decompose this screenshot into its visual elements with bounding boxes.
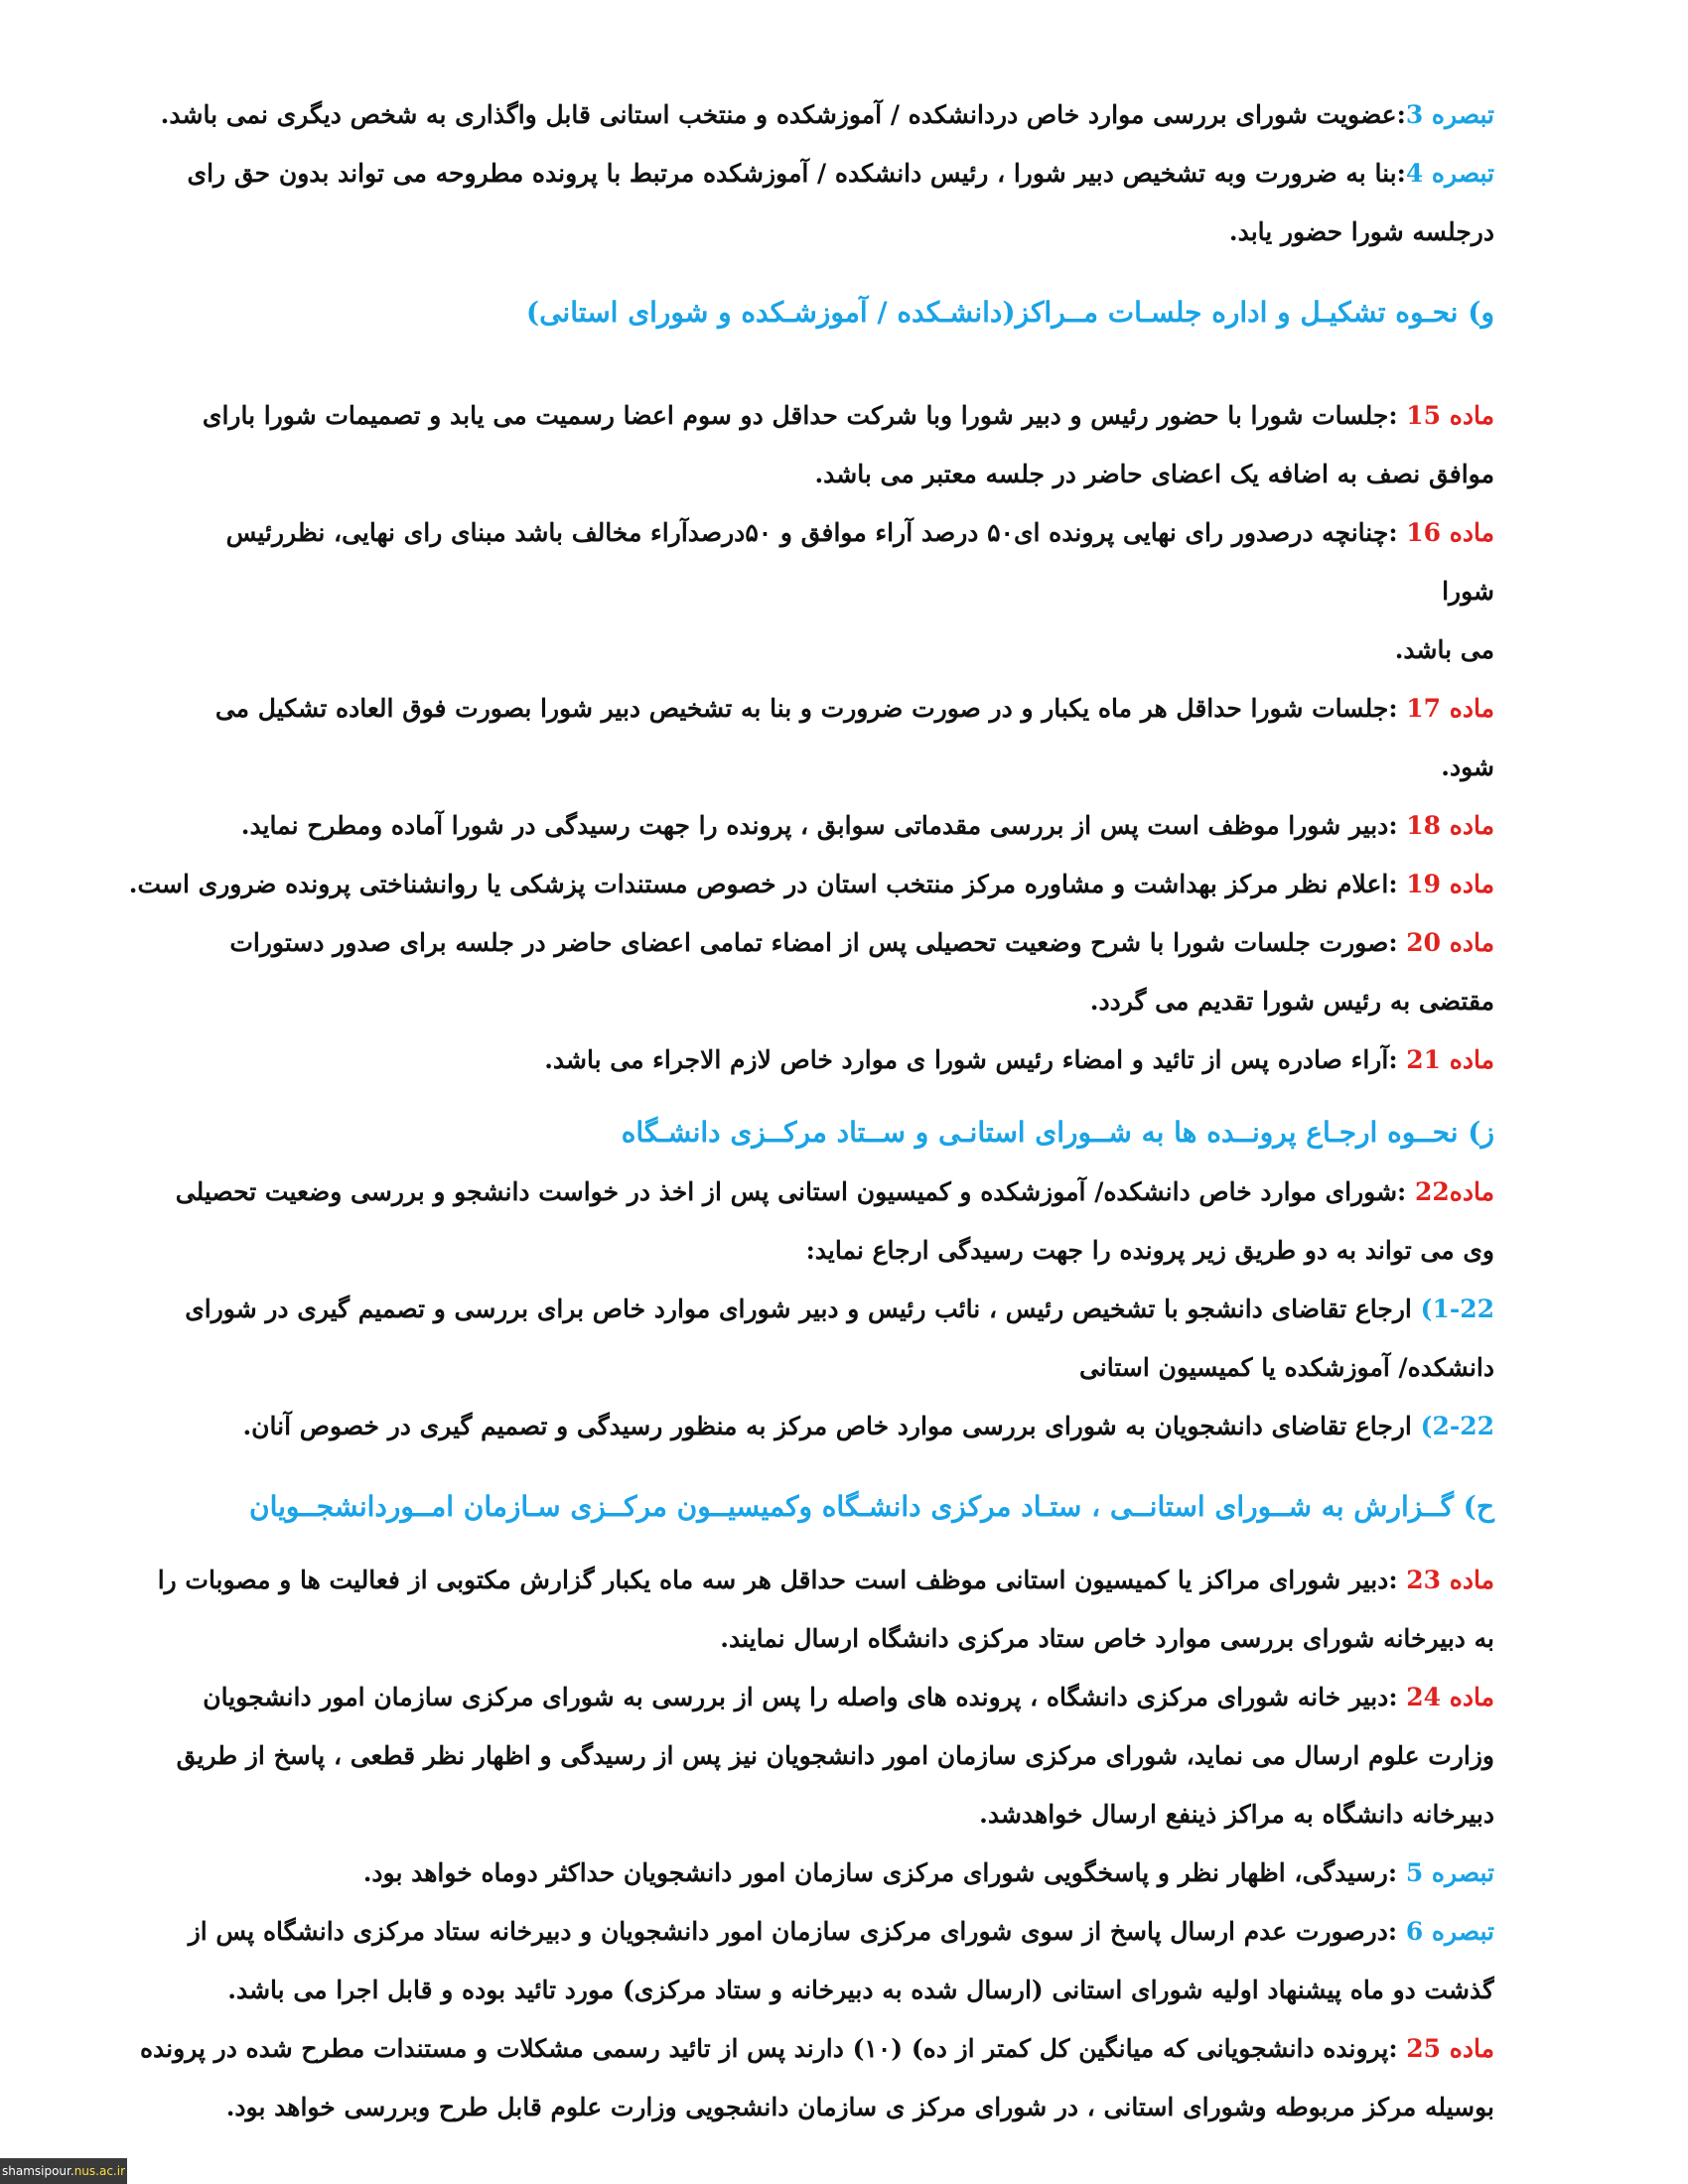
article-label: ماده 15	[1406, 401, 1494, 430]
line-text: شود.	[1441, 752, 1494, 781]
article-label: 2-22)	[1420, 1412, 1494, 1440]
line-text: مقتضی به رئیس شورا تقدیم می گردد.	[1089, 987, 1494, 1016]
article-label: ماده22	[1414, 1177, 1494, 1206]
line-text: بنا به ضرورت وبه تشخیص دبیر شورا ، رئیس دانشکده / آموزشکده مرتبط با پرونده مطروحه می تواند بدون حق رای	[187, 159, 1397, 188]
label-separator: :	[1388, 518, 1407, 547]
article-line	[124, 913, 1494, 972]
text-line	[124, 620, 1494, 679]
article-label: ماده 16	[1406, 518, 1494, 547]
label-separator: :	[1388, 928, 1407, 957]
article-line	[124, 1280, 1494, 1338]
text-line	[124, 1609, 1494, 1668]
line-text: آراء صادره پس از تائید و امضاء رئیس شورا ی موارد خاص لازم الاجراء می باشد.	[544, 1045, 1389, 1074]
article-label: ماده 25	[1406, 2034, 1494, 2063]
article-label: ماده 18	[1406, 811, 1494, 840]
line-text: دانشکده/ آموزشکده یا کمیسیون استانی	[1078, 1353, 1494, 1382]
label-separator: :	[1388, 870, 1407, 898]
line-text: ارجاع تقاضای دانشجویان به شورای بررسی موارد خاص مرکز به منظور رسیدگی و تصمیم گیری در خصوص آنان.	[242, 1412, 1412, 1440]
line-text: پرونده دانشجویانی که میانگین کل کمتر از ده) (۱۰) دارند پس از تائید رسمی مشکلات و مستندات مطرح شده در پرونده	[139, 2034, 1389, 2063]
article-label: تبصره 6	[1405, 1917, 1494, 1946]
label-separator: :	[1387, 1858, 1406, 1887]
text-line	[124, 1726, 1494, 1785]
label-separator: :	[1388, 811, 1407, 840]
footer-website-badge	[0, 2158, 127, 2184]
document-body	[124, 85, 1494, 2136]
label-separator: :	[1388, 1566, 1407, 1594]
text-line	[124, 1961, 1494, 2019]
line-text: به دبیرخانه شورای بررسی موارد خاص ستاد مرکزی دانشگاه ارسال نمایند.	[720, 1624, 1494, 1653]
line-text: بوسیله مرکز مربوطه وشورای استانی ، در شورای مرکز ی سازمان دانشجویی وزارت علوم قابل طرح وبررسی خواهد بود.	[225, 2093, 1494, 2121]
article-label: ماده 24	[1406, 1683, 1494, 1711]
text-line	[124, 203, 1494, 261]
line-text: جلسات شورا حداقل هر ماه یکبار و در صورت ضرورت و بنا به تشخیص دبیر شورا بصورت فوق العاده تشکیل می	[214, 694, 1389, 723]
article-line	[124, 1668, 1494, 1726]
article-label: تبصره 3	[1405, 100, 1494, 129]
article-line	[124, 1902, 1494, 1961]
article-line	[124, 85, 1494, 144]
line-text: می باشد.	[1394, 635, 1494, 664]
article-label: ماده 21	[1406, 1045, 1494, 1074]
line-text: اعلام نظر مرکز بهداشت و مشاوره مرکز منتخب استان در خصوص مستندات پزشکی یا روانشناختی پرونده ضروری است.	[128, 870, 1389, 898]
article-line	[124, 1843, 1494, 1902]
label-separator: :	[1387, 1917, 1406, 1946]
article-line	[124, 796, 1494, 855]
label-separator: :	[1388, 401, 1407, 430]
section-heading: ح) گــزارش به شــورای استانــی ، ستـاد مرکزی دانشـگاه وکمیسیــون مرکــزی سـازمان امــوردانشجــویان	[249, 1490, 1494, 1523]
article-line	[124, 144, 1494, 203]
line-text: عضویت شورای بررسی موارد خاص دردانشکده / آموزشکده و منتخب استانی قابل واگذاری به شخص دیگری نمی باشد.	[160, 100, 1397, 129]
label-separator: :	[1396, 100, 1406, 129]
line-text: وزارت علوم ارسال می نماید، شورای مرکزی سازمان امور دانشجویان نیز پس از رسیدگی و اظهار نظر قطعی ، پاسخ از طریق	[176, 1741, 1494, 1770]
article-label: تبصره 4	[1405, 159, 1494, 188]
line-text: رسیدگی، اظهار نظر و پاسخگویی شورای مرکزی سازمان امور دانشجویان حداکثر دوماه خواهد بود.	[362, 1858, 1388, 1887]
article-label: ماده 20	[1406, 928, 1494, 957]
article-label: ماده 23	[1406, 1566, 1494, 1594]
article-line	[124, 1551, 1494, 1609]
text-line	[124, 1338, 1494, 1397]
line-text: درجلسه شورا حضور یابد.	[1228, 217, 1494, 246]
line-text: موافق نصف به اضافه یک اعضای حاضر در جلسه معتبر می باشد.	[814, 460, 1494, 488]
line-text: وی می تواند به دو طریق زیر پرونده را جهت رسیدگی ارجاع نماید:	[805, 1236, 1494, 1265]
text-line	[124, 562, 1494, 620]
text-line	[124, 738, 1494, 796]
footer-prefix: shamsipour.	[1, 2164, 74, 2178]
section-heading: ز) نحــوه ارجـاع پرونــده ها به شــورای استانـی و ســتاد مرکــزی دانشـگاه	[621, 1116, 1494, 1149]
article-line	[124, 386, 1494, 445]
article-line	[124, 2019, 1494, 2078]
article-line	[124, 1030, 1494, 1089]
footer-highlight: nus.ac.ir	[73, 2164, 125, 2178]
label-separator	[1412, 1295, 1421, 1323]
label-separator: :	[1388, 694, 1407, 723]
line-text: دبیرخانه دانشگاه به مراکز ذینفع ارسال خواهدشد.	[979, 1800, 1494, 1829]
section-heading: و) نحـوه تشکیـل و اداره جلسـات مــراکز(دانشـکده / آموزشـکده و شورای استانی)	[525, 296, 1494, 329]
line-text: دبیر شورا موظف است پس از بررسی مقدماتی سوابق ، پرونده را جهت رسیدگی در شورا آماده ومطرح نماید.	[240, 811, 1389, 840]
article-label: ماده 19	[1406, 870, 1494, 898]
text-line	[124, 2078, 1494, 2136]
text-line	[124, 1221, 1494, 1280]
article-label: ماده 17	[1406, 694, 1494, 723]
article-line	[124, 1162, 1494, 1221]
text-line	[124, 972, 1494, 1030]
label-separator: :	[1388, 1045, 1407, 1074]
line-text: صورت جلسات شورا با شرح وضعیت تحصیلی پس از امضاء تمامی اعضای حاضر در جلسه برای صدور دستورات	[229, 928, 1389, 957]
article-line	[124, 1397, 1494, 1455]
text-line	[124, 445, 1494, 503]
line-text: شورای موارد خاص دانشکده/ آموزشکده و کمیسیون استانی پس از اخذ در خواست دانشجو و بررسی وضعیت تحصیلی	[175, 1177, 1398, 1206]
line-text: درصورت عدم ارسال پاسخ از سوی شورای مرکزی سازمان امور دانشجویان و دبیرخانه ستاد مرکزی دانشگاه پس از	[188, 1917, 1388, 1946]
article-label: تبصره 5	[1405, 1858, 1494, 1887]
line-text: دبیر خانه شورای مرکزی دانشگاه ، پرونده های واصله را پس از بررسی به شورای مرکزی سازمان امور دانشجویان	[203, 1683, 1389, 1711]
line-text: جلسات شورا با حضور رئیس و دبیر شورا وبا شرکت حداقل دو سوم اعضا رسمیت می یابد و تصمیمات شورا بارای	[202, 401, 1389, 430]
article-label: 1-22)	[1420, 1295, 1494, 1323]
line-text: گذشت دو ماه پیشنهاد اولیه شورای استانی (ارسال شده به دبیرخانه و ستاد مرکزی) مورد تائید بوده و قابل اجرا می باشد.	[227, 1976, 1494, 2004]
label-separator: :	[1388, 1683, 1407, 1711]
label-separator: :	[1388, 2034, 1407, 2063]
line-text: ارجاع تقاضای دانشجو با تشخیص رئیس ، نائب رئیس و دبیر شورای موارد خاص برای بررسی و تصمیم گیری در شورای	[185, 1295, 1412, 1323]
line-text: دبیر شورای مراکز یا کمیسیون استانی موظف است حداقل هر سه ماه یکبار گزارش مکتوبی از فعالیت ها و مصوبات را	[157, 1566, 1389, 1594]
label-separator: :	[1397, 1177, 1415, 1206]
article-line	[124, 679, 1494, 738]
line-text: چنانچه درصدور رای نهایی پرونده ای۵۰ درصد آراء موافق و ۵۰درصدآراء مخالف باشد مبنای رای نهایی، نظررئیس	[225, 518, 1389, 547]
label-separator: :	[1396, 159, 1406, 188]
text-line	[124, 1785, 1494, 1843]
line-text: شورا	[1442, 577, 1494, 606]
article-line	[124, 855, 1494, 913]
label-separator	[1412, 1412, 1421, 1440]
article-line	[124, 503, 1494, 562]
